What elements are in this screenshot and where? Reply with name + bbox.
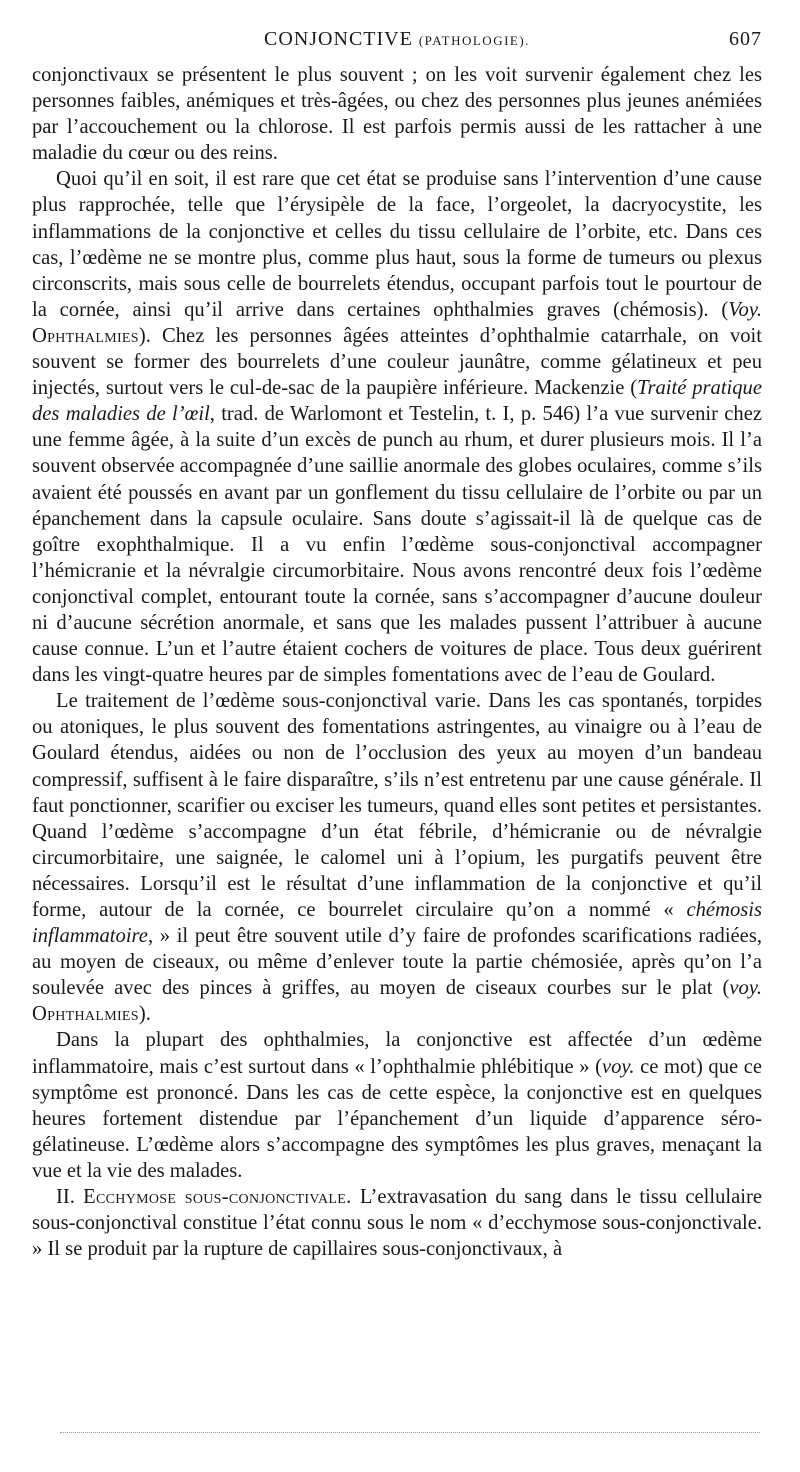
text-segment: , trad. de Warlomont et Testelin, t. I, p. 546) l’a vue survenir chez une femme âgée, à la suite d’un excès de punch au rhum, et durer plusieurs mois. Il l’a souvent observée accompagnée d’une saillie anormale des globes oculaires, comme s’ils avaient été poussés en avant par un gonflement du tissu cellulaire de l’orbite ou par un épanchement dans la capsule oculaire. Sans doute s’agissait-il là de quelque cas de goître exophthalmique. Il a vu enfin l’œdème sous-conjonctival accompagner l’hémicranie et la névralgie circumorbitaire. Nous avons rencontré deux fois l’œdème conjonctival complet, entourant toute la cornée, sans s’accompagner d’aucune douleur ni d’aucune sécrétion anormale, et sans que les malades pussent l’attribuer à aucune cause connue. L’un et l’autre étaient cochers de voitures de place. Tous deux guérirent dans les vingt-quatre heures par de simples fomentations avec de l’eau de Goulard. (32, 403, 762, 687)
section-ecchymose (32, 1184, 762, 1262)
paragraphs (32, 62, 762, 1184)
italic-text: Traité pratique des maladies de l’œil (32, 377, 762, 426)
body-text (32, 62, 762, 1262)
italic-text: voy. (601, 1055, 635, 1078)
footer-rule (60, 1432, 760, 1433)
text-segment: ). (138, 1003, 151, 1026)
text-segment: Quoi qu’il en soit, il est rare que cet état se produise sans l’intervention d’une cause plus rapprochée, telle que l’érysipèle de la face, l’orgeolet, la dacryocystite, les inflammations de la conjonctive et celles du tissu cellulaire de l’orbite, etc. Dans ces cas, l’œdème ne se montre plus, comme plus haut, sous la forme de tumeurs ou plexus circonscrits, mais sous celle de bourrelets étendus, occupant parfois tout le pourtour de la cornée, ainsi qu’il arrive dans certaines ophthalmies graves (chémosis). ( (32, 168, 762, 321)
paragraph (32, 1027, 762, 1184)
text-segment: ). Chez les personnes âgées atteintes d’ophthalmie catarrhale, on voit souvent se former des bourrelets d’une couleur jaunâtre, comme gélatineux et peu injectés, surtout vers le cul-de-sac de la paupière inférieure. Mackenzie ( (32, 324, 762, 400)
small-caps-text: Ophthalmies (32, 324, 139, 347)
text-segment: , » il peut être souvent utile d’y faire de profondes scarifications radiées, au moyen de ciseaux, ou même d’enlever toute la partie chémosiée, après qu’on l’a soulevée avec des pinces à griffes, au moyen de ciseaux courbes sur le plat ( (32, 925, 762, 1000)
page-number: 607 (729, 28, 762, 50)
paragraph (32, 688, 762, 1027)
header-subtitle: (PATHOLOGIE). (418, 33, 530, 48)
italic-text: Voy. (728, 298, 762, 321)
paragraph (32, 62, 762, 166)
header-title-main: CONJONCTIVE (264, 28, 413, 50)
section-number: II. (56, 1186, 84, 1209)
italic-text: voy. (729, 977, 762, 1000)
header-title (264, 28, 530, 51)
text-segment: Dans la plupart des ophthalmies, la conjonctive est affectée d’un œdème inflammatoire, mais c’est surtout dans « l’ophthalmie phlébitique » ( (32, 1029, 762, 1078)
small-caps-text: Ophthalmies (32, 1003, 139, 1026)
text-segment: conjonctivaux se présentent le plus souvent ; on les voit survenir également chez les personnes faibles, anémiques et très-âgées, ou chez des personnes plus jeunes anémiées par l’accouchement ou la chlorose. Il est parfois permis aussi de les rattacher à une maladie du cœur ou des reins. (32, 64, 762, 165)
section-text: L’extravasation du sang dans le tissu cellulaire sous-conjonctival constitue l’état connu sous le nom « d’ecchymose sous-conjonctivale. » Il se produit par la rupture de capillaires sous-conjonctivaux, à (32, 1186, 763, 1261)
italic-text: chémosis inflammatoire (32, 899, 762, 948)
text-segment: Le traitement de l’œdème sous-conjonctival varie. Dans les cas spontanés, torpides ou atoniques, le plus souvent des fomentations astringentes, au vinaigre ou à l’eau de Goulard étendus, aidées ou non de l’occlusion des yeux au moyen d’un bandeau compressif, suffisent à le faire disparaître, s’ils n’est entretenu par une cause générale. Il faut ponctionner, scarifier ou exciser les tumeurs, quand elles sont petites et persistantes. Quand l’œdème s’accompagne d’un état fébrile, d’hémicranie ou de névralgie circumorbitaire, une saignée, le calomel uni à l’opium, les purgatifs peuvent être nécessaires. Lorsqu’il est le résultat d’une inflammation de la conjonctive et qu’il forme, autour de la cornée, ce bourrelet circulaire qu’on a nommé « (32, 690, 762, 921)
text-segment: ce mot) que ce symptôme est prononcé. Dans les cas de cette espèce, la conjonctive est en quelques heures fortement distendue par l’épanchement d’un liquide d’apparence séro-gélatineuse. L’œdème alors s’accompagne des symptômes les plus graves, menaçant la vue et la vie des malades. (32, 1055, 762, 1182)
document-page (32, 28, 762, 1262)
paragraph (32, 166, 762, 688)
running-header (32, 28, 762, 62)
section-heading: Ecchymose sous-conjonctivale. (83, 1186, 352, 1209)
